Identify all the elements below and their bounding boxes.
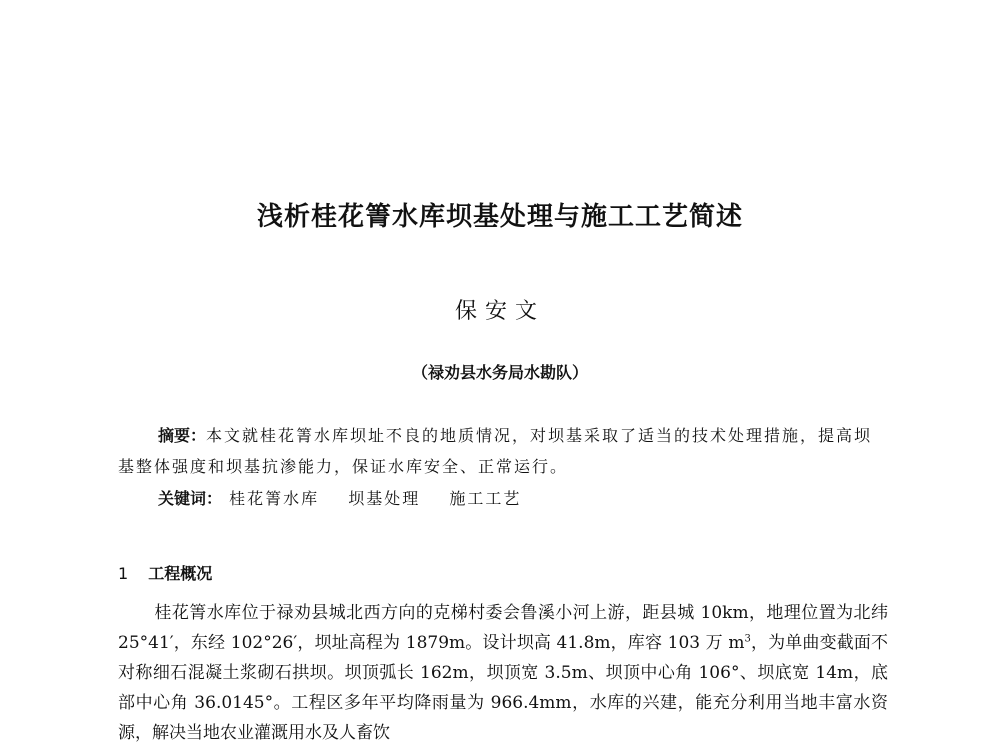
section-title: 工程概况	[148, 564, 213, 583]
keywords-label: 关键词：	[158, 489, 223, 508]
body-text-part2: ，为单曲变截面不对称细石混凝土浆砌石拱坝。坝顶弧长 162m，坝顶宽 3.5m、坝顶中心角 106°、坝底宽 14m，底部中心角 36.0145°。工程区多年平均降雨量为 966.4mm，水库的兴建，能充分利用当地丰富水资源，解决当地农业灌溉用水及人畜饮	[118, 633, 888, 743]
abstract-text: 本文就桂花箐水库坝址不良的地质情况，对坝基采取了适当的技术处理措施，提高坝基整体强度和坝基抗渗能力，保证水库安全、正常运行。	[118, 426, 873, 476]
keyword-item: 桂花箐水库	[229, 489, 320, 508]
paper-title: 浅析桂花箐水库坝基处理与施工工艺简述	[256, 202, 743, 232]
superscript-3: 3	[744, 633, 751, 645]
body-paragraph	[118, 598, 888, 748]
author-affiliation: （禄劝县水务局水勘队）	[411, 363, 588, 382]
keyword-item: 坝基处理	[348, 489, 421, 508]
body-text-part1: 桂花箐水库位于禄劝县城北西方向的克梯村委会鲁溪小河上游，距县城 10km，地理位置为北纬 25°41′，东经 102°26′，坝址高程为 1879m。设计坝高 41.8m，库容 103 万 m	[118, 603, 888, 653]
keyword-item: 施工工艺	[449, 489, 522, 508]
section-number: 1	[118, 564, 129, 583]
abstract	[118, 420, 888, 482]
keywords	[158, 483, 543, 514]
author-name: 保安文	[454, 299, 545, 324]
section-heading	[118, 561, 212, 584]
abstract-label: 摘要：	[158, 426, 207, 445]
